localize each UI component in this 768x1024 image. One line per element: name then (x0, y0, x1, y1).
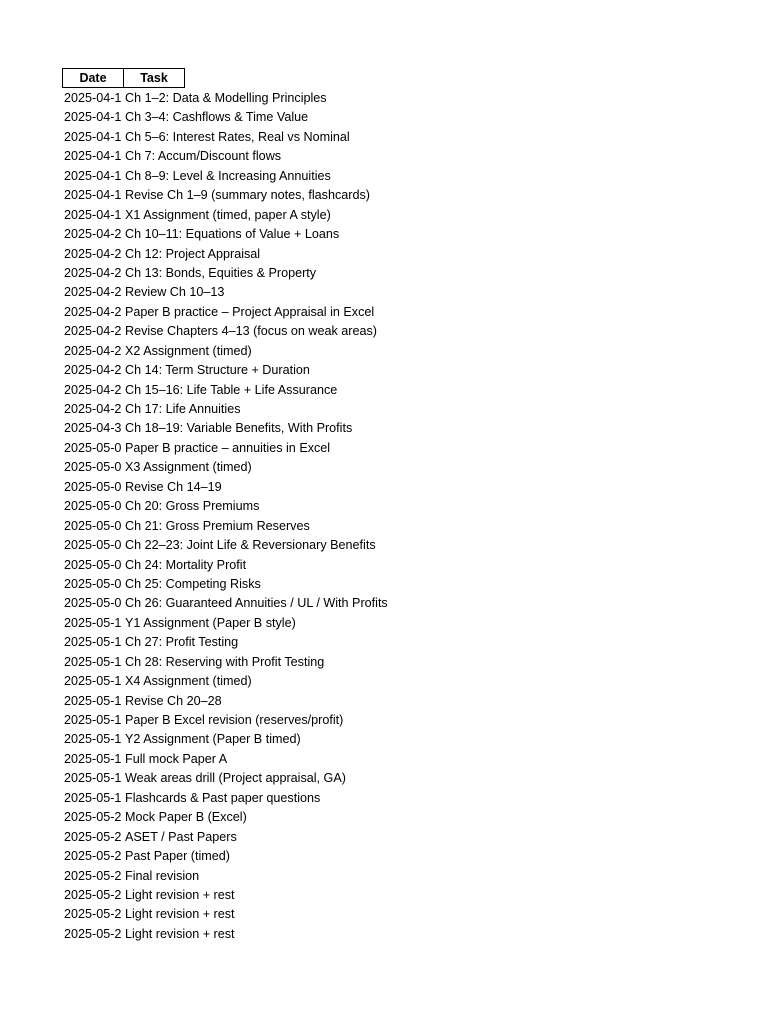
row-date[interactable]: 2025-05-2 (64, 810, 122, 825)
table-row[interactable] (64, 264, 744, 283)
row-date[interactable]: 2025-05-2 (64, 829, 122, 844)
row-date[interactable]: 2025-05-2 (64, 887, 122, 902)
row-task[interactable]: Ch 8–9: Level & Increasing Annuities (125, 168, 331, 183)
row-date[interactable]: 2025-05-1 (64, 771, 122, 786)
table-row[interactable] (64, 925, 744, 944)
table-row[interactable] (64, 381, 744, 400)
row-task[interactable]: Ch 15–16: Life Table + Life Assurance (125, 382, 338, 397)
table-row[interactable] (64, 730, 744, 749)
row-date[interactable]: 2025-05-1 (64, 635, 122, 650)
row-date[interactable]: 2025-05-1 (64, 732, 122, 747)
table-row[interactable] (64, 342, 744, 361)
row-task[interactable]: Revise Ch 20–28 (125, 693, 222, 708)
row-date[interactable]: 2025-04-1 (64, 207, 122, 222)
row-task[interactable]: Ch 20: Gross Premiums (125, 499, 260, 514)
row-task[interactable]: X3 Assignment (timed) (125, 460, 252, 475)
table-row[interactable] (64, 458, 744, 477)
table-row[interactable] (64, 575, 744, 594)
row-task[interactable]: Ch 25: Competing Risks (125, 576, 261, 591)
row-date[interactable]: 2025-04-2 (64, 227, 122, 242)
table-row[interactable] (64, 167, 744, 186)
table-row[interactable] (64, 867, 744, 886)
row-date[interactable]: 2025-05-2 (64, 849, 122, 864)
row-task[interactable]: Ch 3–4: Cashflows & Time Value (125, 110, 309, 125)
row-date[interactable]: 2025-05-1 (64, 654, 122, 669)
table-row[interactable] (64, 89, 744, 108)
row-task[interactable]: Weak areas drill (Project appraisal, GA) (125, 771, 346, 786)
row-task[interactable]: X2 Assignment (timed) (125, 343, 252, 358)
row-task[interactable]: Ch 22–23: Joint Life & Reversionary Benefits (125, 538, 376, 553)
table-row[interactable] (64, 439, 744, 458)
row-date[interactable]: 2025-04-2 (64, 382, 122, 397)
row-task[interactable]: X1 Assignment (timed, paper A style) (125, 207, 331, 222)
table-row[interactable] (64, 633, 744, 652)
table-row[interactable] (64, 886, 744, 905)
row-task[interactable]: Full mock Paper A (125, 751, 228, 766)
table-row[interactable] (64, 303, 744, 322)
row-task[interactable]: Ch 14: Term Structure + Duration (125, 363, 310, 378)
table-row[interactable] (64, 556, 744, 575)
table-row[interactable] (64, 419, 744, 438)
row-task[interactable]: Y1 Assignment (Paper B style) (125, 615, 296, 630)
row-task[interactable]: Ch 7: Accum/Discount flows (125, 149, 282, 164)
header-date[interactable]: Date (63, 69, 124, 87)
table-row[interactable] (64, 322, 744, 341)
row-task[interactable]: Paper B Excel revision (reserves/profit) (125, 713, 344, 727)
row-task[interactable]: Past Paper (timed) (125, 849, 230, 864)
table-row[interactable] (64, 692, 744, 711)
table-row[interactable] (64, 750, 744, 769)
table-row[interactable] (64, 614, 744, 633)
row-task[interactable]: Revise Chapters 4–13 (focus on weak areas) (125, 324, 378, 339)
row-date[interactable]: 2025-05-1 (64, 674, 122, 689)
row-task[interactable]: Paper B practice – annuities in Excel (125, 440, 331, 455)
table-row[interactable] (64, 653, 744, 672)
table-row[interactable] (64, 808, 744, 827)
row-date[interactable]: 2025-05-1 (64, 693, 122, 708)
header-task[interactable]: Task (140, 71, 168, 85)
table-row[interactable] (64, 594, 744, 613)
table-row[interactable] (64, 361, 744, 380)
row-date[interactable]: 2025-04-1 (64, 110, 122, 125)
row-date[interactable]: 2025-05-2 (64, 868, 122, 883)
row-date[interactable]: 2025-04-2 (64, 246, 122, 261)
row-task[interactable]: Ch 24: Mortality Profit (125, 557, 247, 572)
row-task[interactable]: Ch 10–11: Equations of Value + Loans (125, 227, 340, 242)
row-task[interactable]: Revise Ch 1–9 (summary notes, flashcards) (125, 188, 370, 203)
row-date[interactable]: 2025-04-2 (64, 304, 122, 319)
table-row[interactable] (64, 905, 744, 924)
table-row[interactable] (64, 108, 744, 127)
row-date[interactable]: 2025-05-1 (64, 615, 122, 630)
table-row[interactable] (64, 711, 744, 730)
row-date[interactable]: 2025-04-1 (64, 168, 122, 183)
table-header (62, 68, 185, 88)
table-row[interactable] (64, 497, 744, 516)
row-task[interactable]: Mock Paper B (Excel) (125, 810, 247, 825)
row-task[interactable]: Light revision + rest (125, 926, 235, 941)
table-row[interactable] (64, 186, 744, 205)
row-task[interactable]: Light revision + rest (125, 907, 235, 922)
row-task[interactable]: Ch 1–2: Data & Modelling Principles (125, 91, 327, 105)
row-date[interactable]: 2025-04-2 (64, 363, 122, 378)
table-row[interactable] (64, 847, 744, 866)
row-date[interactable]: 2025-05-1 (64, 713, 122, 727)
table-row[interactable] (64, 245, 744, 264)
table-row[interactable] (64, 789, 744, 808)
row-task[interactable]: Review Ch 10–13 (125, 285, 225, 300)
table-row[interactable] (64, 517, 744, 536)
row-task[interactable]: Ch 28: Reserving with Profit Testing (125, 654, 325, 669)
table-row[interactable] (64, 283, 744, 302)
table-row[interactable] (64, 478, 744, 497)
row-date[interactable]: 2025-04-2 (64, 324, 122, 339)
row-date[interactable]: 2025-05-0 (64, 538, 122, 553)
row-date[interactable]: 2025-04-1 (64, 149, 122, 164)
row-task[interactable]: Ch 21: Gross Premium Reserves (125, 518, 310, 533)
row-date[interactable]: 2025-04-1 (64, 91, 122, 105)
row-date[interactable]: 2025-05-0 (64, 460, 122, 475)
row-task[interactable]: Ch 18–19: Variable Benefits, With Profits (125, 421, 353, 436)
row-task[interactable]: Light revision + rest (125, 887, 235, 902)
row-task[interactable]: Ch 26: Guaranteed Annuities / UL / With Profits (125, 596, 388, 611)
row-task[interactable]: Ch 5–6: Interest Rates, Real vs Nominal (125, 129, 350, 144)
table-row[interactable] (64, 672, 744, 691)
row-date[interactable]: 2025-05-2 (64, 907, 122, 922)
row-task[interactable]: X4 Assignment (timed) (125, 674, 252, 689)
row-date[interactable]: 2025-05-0 (64, 576, 122, 591)
row-task[interactable]: Ch 12: Project Appraisal (125, 246, 261, 261)
schedule-rows (64, 89, 744, 944)
row-date[interactable]: 2025-05-2 (64, 926, 122, 941)
row-task[interactable]: Ch 27: Profit Testing (125, 635, 239, 650)
row-date[interactable]: 2025-04-2 (64, 402, 122, 416)
row-date[interactable]: 2025-05-0 (64, 596, 122, 611)
row-date[interactable]: 2025-04-3 (64, 421, 122, 436)
row-task[interactable]: Revise Ch 14–19 (125, 479, 222, 494)
row-date[interactable]: 2025-04-1 (64, 188, 122, 203)
row-date[interactable]: 2025-04-1 (64, 129, 122, 144)
table-row[interactable] (64, 828, 744, 847)
table-row[interactable] (64, 225, 744, 244)
row-date[interactable]: 2025-04-2 (64, 343, 122, 358)
row-task[interactable]: Ch 17: Life Annuities (125, 402, 241, 416)
row-date[interactable]: 2025-05-1 (64, 790, 122, 805)
row-task[interactable]: Final revision (125, 868, 200, 883)
row-task[interactable]: Ch 13: Bonds, Equities & Property (125, 265, 317, 280)
row-task[interactable]: Flashcards & Past paper questions (125, 790, 321, 805)
row-task[interactable]: ASET / Past Papers (125, 829, 237, 844)
row-date[interactable]: 2025-05-0 (64, 440, 122, 455)
row-task[interactable]: Y2 Assignment (Paper B timed) (125, 732, 301, 747)
table-row[interactable] (64, 400, 744, 419)
table-row[interactable] (64, 147, 744, 166)
row-date[interactable]: 2025-05-0 (64, 499, 122, 514)
row-date[interactable]: 2025-04-2 (64, 285, 122, 300)
row-date[interactable]: 2025-05-0 (64, 518, 122, 533)
row-date[interactable]: 2025-05-0 (64, 479, 122, 494)
table-row[interactable] (64, 206, 744, 225)
row-date[interactable]: 2025-04-2 (64, 265, 122, 280)
table-row[interactable] (64, 536, 744, 555)
row-task[interactable]: Paper B practice – Project Appraisal in Excel (125, 304, 375, 319)
table-row[interactable] (64, 769, 744, 788)
table-row[interactable] (64, 128, 744, 147)
row-date[interactable]: 2025-05-0 (64, 557, 122, 572)
row-date[interactable]: 2025-05-1 (64, 751, 122, 766)
